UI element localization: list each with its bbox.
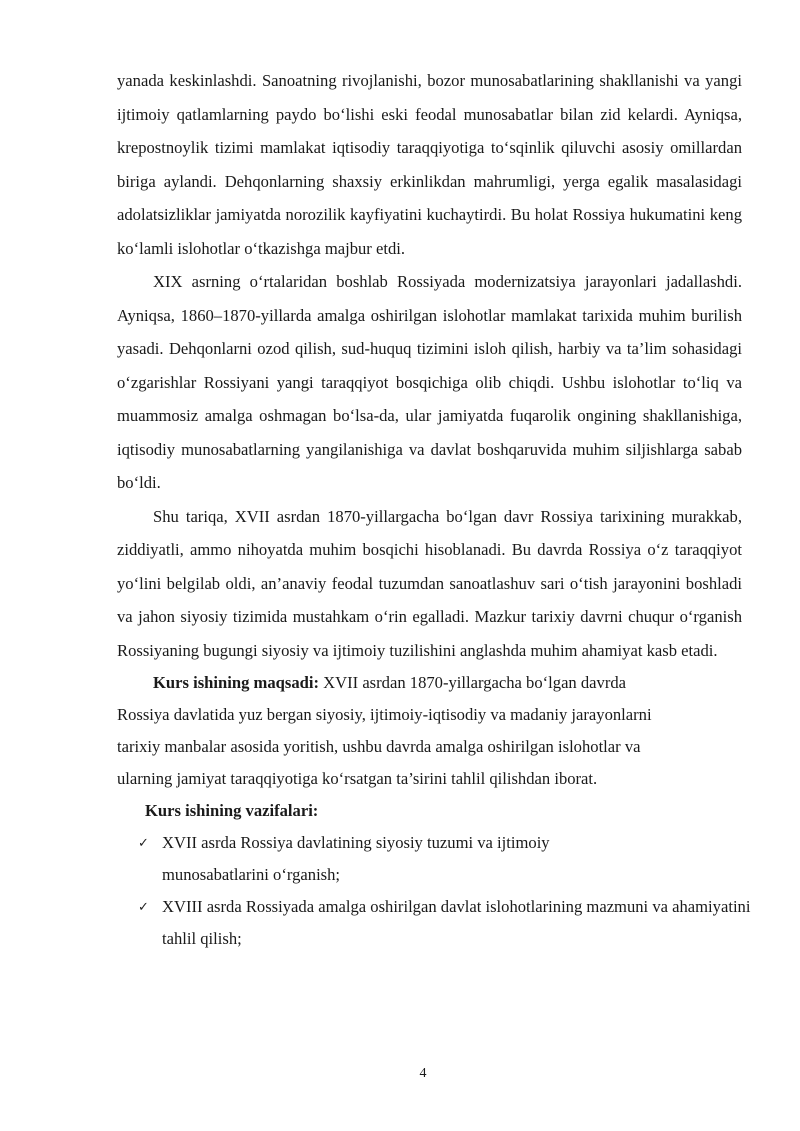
- task-list: [117, 827, 751, 955]
- paragraph-2: XIX asrning o‘rtalaridan boshlab Rossiyada modernizatsiya jarayonlari jadallashdi. Ayniqsa, 1860–1870-yillarda amalga oshirilgan islohotlar mamlakat tarixida muhim burilish yasadi. Dehqonlarni ozod qilish, sud-huquq tizimini isloh qilish, harbiy va ta’lim sohasidagi o‘zgarishlar Rossiyani yangi taraqqiyot bosqichiga olib chiqdi. Ushbu islohotlar to‘liq va muammosiz amalga oshmagan bo‘lsa-da, ular jamiyatda fuqarolik ongining shakllanishiga, iqtisodiy munosabatlarning yangilanishiga va davlat boshqaruvida muhim siljishlarga sabab bo‘ldi.: [117, 272, 742, 492]
- task-text: XVII asrda Rossiya davlatining siyosiy tuzumi va ijtimoiy munosabatlarini o‘rganish;: [162, 833, 550, 884]
- document-page: [117, 64, 751, 955]
- page-number: 4: [419, 1066, 427, 1081]
- paragraph-1: yanada keskinlashdi. Sanoatning rivojlanishi, bozor munosabatlarining shakllanishi va yangi ijtimoiy qatlamlarning paydo bo‘lishi eski feodal munosabatlar bilan zid kelardi. Ayniqsa, krepostnoylik tizimi mamlakat iqtisodiy taraqqiyotiga to‘sqinlik qiluvchi asosiy omillardan biriga aylandi. Dehqonlarning shaxsiy erkinlikdan mahrumligi, yerga egalik masalasidagi adolatsizliklar jamiyatda norozilik kayfiyatini kuchaytirdi. Bu holat Rossiya hukumatini keng ko‘lamli islohotlar o‘tkazishga majbur etdi.: [117, 71, 742, 258]
- checkmark-icon: ✓: [138, 899, 149, 914]
- list-item: [117, 827, 592, 891]
- checkmark-icon: ✓: [138, 835, 149, 850]
- course-goal: [117, 667, 742, 795]
- goal-text-line2: Rossiya davlatida yuz bergan siyosiy, ijtimoiy-iqtisodiy va madaniy jarayonlarni: [117, 705, 652, 724]
- goal-first-line: [117, 667, 742, 699]
- goal-text-line3: tarixiy manbalar asosida yoritish, ushbu davrda amalga oshirilgan islohotlar va: [117, 737, 641, 756]
- goal-text-line4: ularning jamiyat taraqqiyotiga ko‘rsatgan ta’sirini tahlil qilishdan iborat.: [117, 769, 598, 788]
- task-text: XVIII asrda Rossiyada amalga oshirilgan davlat islohotlarining mazmuni va ahamiyatini tahlil qilish;: [162, 897, 751, 948]
- goal-text-line1: XVII asrdan 1870-yillargacha bo‘lgan davrda: [319, 673, 627, 692]
- list-item: [117, 891, 762, 955]
- tasks-title: Kurs ishining vazifalari:: [145, 801, 319, 820]
- paragraph-3: Shu tariqa, XVII asrdan 1870-yillargacha bo‘lgan davr Rossiya tarixining murakkab, ziddiyatli, ammo nihoyatda muhim bosqichi hisoblanadi. Bu davrda Rossiya o‘z taraqqiyot yo‘lini belgilab oldi, an’anaviy feodal tuzumdan sanoatlashuv sari o‘tish jarayonini boshladi va jahon siyosiy tizimida mustahkam o‘rin egalladi. Mazkur tarixiy davrni chuqur o‘rganish Rossiyaning bugungi siyosiy va ijtimoiy tuzilishini anglashda muhim ahamiyat kasb etadi.: [117, 506, 742, 660]
- goal-label: Kurs ishining maqsadi:: [153, 673, 319, 692]
